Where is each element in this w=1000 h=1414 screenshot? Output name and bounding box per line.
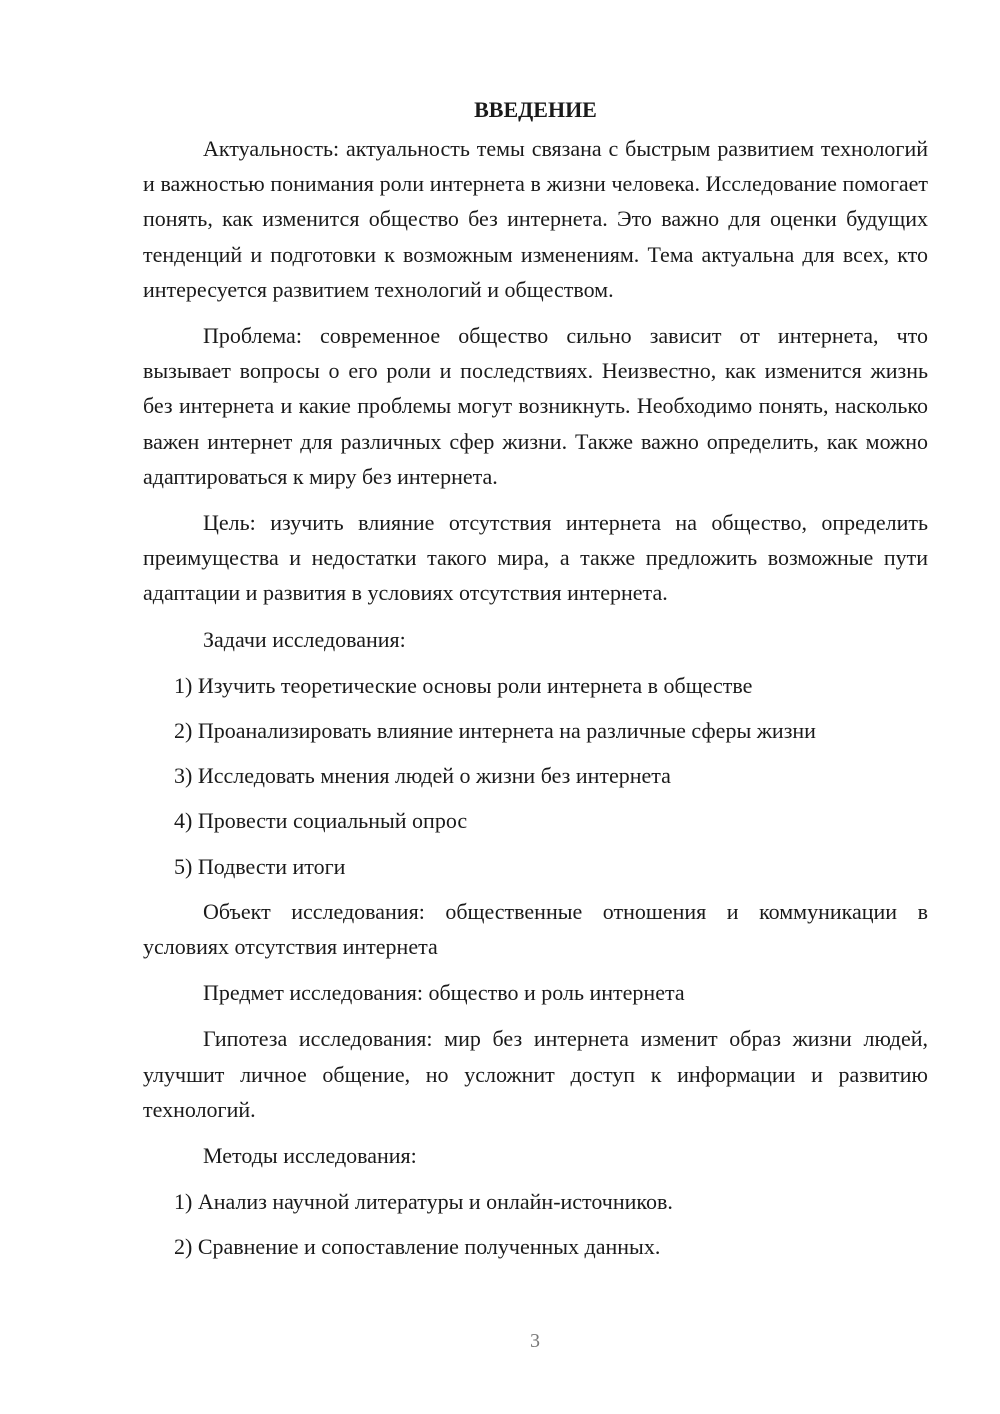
problem-paragraph: Проблема: современное общество сильно зависит от интернета, что вызывает вопросы о его роли и последствиях. Неизвестно, как изменится жизнь без интернета и какие проблемы могут возникнуть. Необходимо понять, насколько важен интернет для различных сфер жизни. Также важно определить, как можно адаптироваться к миру без интернета. [143,323,928,489]
list-item: 2) Сравнение и сопоставление полученных данных. [174,1234,661,1260]
document-page [143,92,928,1275]
hypothesis-paragraph: Гипотеза исследования: мир без интернета изменит образ жизни людей, улучшит личное общение, но усложнит доступ к информации и развитию технологий. [143,1026,928,1122]
list-item: 1) Анализ научной литературы и онлайн-источников. [174,1189,673,1215]
list-item: 2) Проанализировать влияние интернета на различные сферы жизни [174,718,816,744]
page-number: 3 [530,1330,540,1352]
tasks-heading: Задачи исследования: [203,626,406,652]
methods-list [143,1184,928,1264]
list-item: 1) Изучить теоретические основы роли интернета в обществе [174,672,753,698]
section-title: ВВЕДЕНИЕ [474,97,597,122]
subject-paragraph: Предмет исследования: общество и роль интернета [203,980,685,1006]
tasks-list [143,668,928,884]
object-paragraph: Объект исследования: общественные отношения и коммуникации в условиях отсутствия интернета [143,898,928,960]
list-item: 5) Подвести итоги [174,853,346,879]
list-item: 3) Исследовать мнения людей о жизни без интернета [174,763,671,789]
relevance-paragraph: Актуальность: актуальность темы связана с быстрым развитием технологий и важностью понимания роли интернета в жизни человека. Исследование помогает понять, как изменится общество без интернета. Это важно для оценки будущих тенденций и подготовки к возможным изменениям. Тема актуальна для всех, кто интересуется развитием технологий и обществом. [143,136,928,302]
list-item: 4) Провести социальный опрос [174,808,468,834]
methods-heading: Методы исследования: [203,1143,417,1169]
goal-paragraph: Цель: изучить влияние отсутствия интернета на общество, определить преимущества и недостатки такого мира, а также предложить возможные пути адаптации и развития в условиях отсутствия интернета. [143,510,928,606]
